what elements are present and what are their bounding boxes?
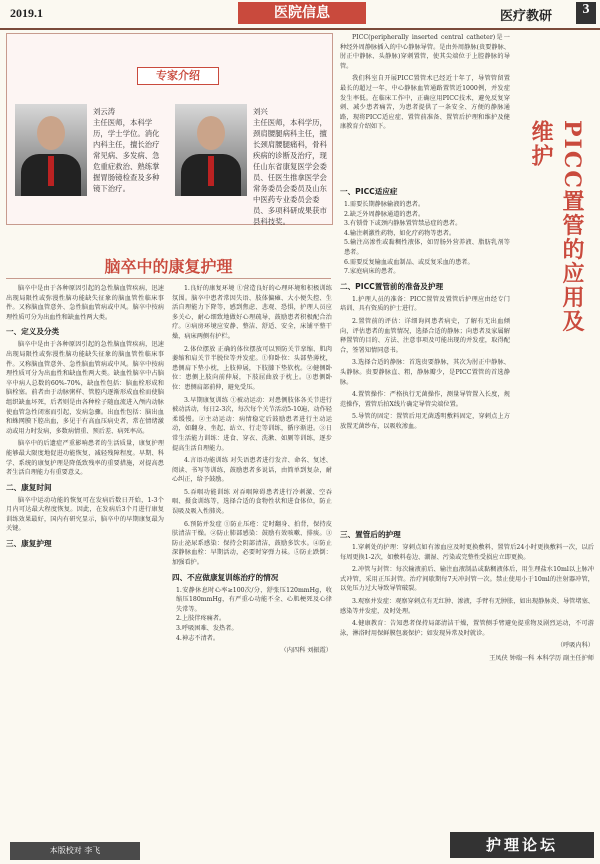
article1-heading-3: 三、康复护理 [6, 539, 52, 549]
article2-column-1 [340, 182, 510, 522]
expert-intro-title: 专家介绍 [137, 67, 219, 85]
masthead-logo: 医院信息 [238, 2, 366, 24]
expert-name-2: 刘兴 [253, 107, 268, 116]
proofreader-credit: 本版校对 李飞 [10, 842, 140, 860]
article1-para-6: 3.早期康复训练 ①被动运动：对患侧肢体各关节进行被动活动，每日2-3次，每次每个关节活动5-10遍，动作轻柔缓慢。②主动运动：病情稳定后鼓励患者进行主动运动，如翻身、坐起、站立、行走等训练，循序渐进。③日常生活能力训练：进食、穿衣、洗漱、如厕等训练，逐步提高生活自理能力。 [172, 396, 332, 452]
article1-para-9: 6.预防并发症 ①防止压疮：定时翻身、拍背，保持皮肤清洁干燥。②防止肺部感染：鼓励有效咳嗽、排痰。③防止泌尿系感染：保持会阴部清洁，鼓励多饮水。④防止深静脉血栓：早期活动，必要时穿弹力袜。⑤防止跌倒：加强看护。 [172, 520, 332, 567]
article1-para-7: 4.言语功能训练 对失语患者进行发音、命名、复述、阅读、书写等训练，鼓励患者多说话，由简单到复杂，耐心纠正，给予鼓励。 [172, 457, 332, 484]
article2-para-2: 我们科室自开展PICC置管术已经近十年了，导管管留置最长的超过一年，中心静脉血管通路置管近1000例，并发症发生率低。在临床工作中，正确应用PICC技术，避免反复穿刺、减少患者痛苦，为患者提供了一条安全、方便的静脉通路，现将PICC适应症、置管前准备、置管后护理和维护及健康教育介绍如下。 [340, 75, 510, 131]
list-item: 1.安静休息时心率≥100次/分，舒张压120mmHg，收缩压180mmHg，有严重心功能不全、心肌梗死及心律失常等。 [176, 586, 332, 613]
list-item: 2.缺乏外周静脉通道的患者。 [344, 210, 425, 218]
expert-name-1: 刘云涛 [93, 107, 116, 116]
article2-para-10: 3.观察并发症：观察穿刺点有无红肿、渗液，手臂有无肿胀，如出现静脉炎、导管堵塞、感染等并发症，及时处理。 [340, 597, 594, 615]
article1-intro: 脑卒中是由于各种原因引起的急性脑血管疾病，迅速出现局限性或弥漫性脑功能缺失征象的脑血管性临床事件。又称脑血管意外、急性脑血管病或中风。脑卒中按病理性质可分为出血性和缺血性两大类。 [6, 285, 164, 321]
article2-para-6: 4.置管操作：严格执行无菌操作，测量导管置入长度，规范操作，置管后拍X线片确定导管尖端位置。 [340, 391, 510, 408]
article2-para-11: 4.健康教育：告知患者保持局部清洁干燥，置管侧手臂避免提重物及剧烈运动，不可游泳，淋浴时用保鲜膜包裹保护；如发现异常及时就诊。 [340, 620, 594, 637]
list-item: 1.需要长期静脉输液的患者。 [344, 201, 425, 208]
article-headline: 脑卒中的康复护理 [104, 257, 233, 276]
page-header [0, 0, 600, 30]
article1-author: （内四科 刘振霞） [280, 647, 332, 655]
list-item: 4.神志不清者。 [176, 634, 220, 642]
expert-desc-2: 主任医师，本科学历，颈肩腰腿病科主任，擅长颈肩腰腿痛科，骨科疾病的诊断及治疗，现任山东省康复医学会委员、任医生推拿医学会常务委员会委员及山东中医药专业委员会委员、多项科研成果获市县科技奖。 [253, 118, 327, 226]
article1-para-2: 脑卒中的后遗症严重影响患者的生活质量，康复护理能够最大限度地促进功能恢复，减轻残障程度。早期、科学、系统的康复护理是降低致残率的重要措施，对提高患者生活自理能力有重要意义。 [6, 440, 164, 477]
article1-column-1 [6, 284, 164, 834]
section-title: 医疗教研 [500, 9, 553, 24]
issue-date: 2019.1 [10, 6, 43, 20]
article2-editors: 王凤侠 钟瑞一科 本科学历 副主任护师 [489, 654, 594, 662]
article1-para-5: 2.体位摆放 正确的体位摆放可以预防关节挛缩、肌肉萎缩和肩关节半脱位等并发症。①仰卧位：头部垫薄枕，患侧肩下垫小枕，上肢伸展，下肢膝下垫软枕。②健侧卧位：患侧上肢向前伸展，下肢屈曲放于枕上。③患侧卧位：患侧肩部前伸，避免受压。 [172, 345, 332, 391]
expert-bio-1 [93, 106, 165, 194]
article1-para-8: 5.吞咽功能训练 对吞咽障碍患者进行冷刺激、空吞咽、摄食训练等，选择合适的食物性状和进食体位，防止误吸及吸入性肺炎。 [172, 488, 332, 516]
list-item: 6.需要反复输血或血制品、或反复采血的患者。 [344, 258, 474, 266]
article2-para-4: 2.置管前的评估：详细询问患者病史，了解有无出血倾向，评估患者的血管情况，选择合适的静脉；向患者及家属解释置管的目的、方法、注意事项及可能出现的并发症，取得配合，签署知情同意书。 [340, 317, 510, 354]
list-item: 3.呼吸困难、发热者。 [176, 625, 238, 632]
article2-para-9: 2.冲管与封管：每次输液前后、输注血液制品或黏稠液体后，用生理盐水10ml以上脉冲式冲管，采用正压封管。治疗间歇期每7天冲封管一次。禁止使用小于10ml的注射器冲管，以免压力过大导致导管破裂。 [340, 566, 594, 593]
article2-title: PICC置管的应用及维护 [528, 120, 585, 334]
expert-desc-1: 主任医师，本科学历，学士学位。消化内科主任，擅长治疗常见病、多发病、急危重症救治、熟练掌握胃肠镜检查及多种镜下治疗。 [93, 118, 160, 193]
contraindication-list [172, 586, 332, 644]
article2-heading-2: 二、PICC置管前的准备及护理 [340, 281, 444, 291]
article1-para-4: 1.良好的康复环境 ①营造良好的心理环境和积极训练氛围。脑卒中患者常因失语、肢体偏瘫、大小便失控、生活自理能力下降等，感到焦虑、悲观、恐惧，护理人员应多关心，耐心细致地做好心理疏导，鼓励患者积极配合治疗。②病房环境应安静、整洁、舒适、安全，床铺平整干燥，病床两侧有护栏。 [172, 285, 332, 340]
list-item: 5.输注高渗性或黏稠性液体，如胃肠外营养液、脂肪乳剂等患者。 [344, 239, 510, 256]
divider [6, 278, 331, 279]
article1-heading-2: 二、康复时间 [6, 482, 52, 492]
list-item: 2.上肢伴疼痛者。 [176, 615, 226, 623]
article2-column-2 [340, 525, 594, 825]
expert-intro-box [6, 33, 333, 225]
indication-list [340, 200, 510, 277]
article2-para-3: 1.护理人员的准备：PICC置管及置管后护理应由经专门培训、具有资质的护士进行。 [340, 295, 510, 313]
list-item: 4.输注刺激性药物，如化疗药物等患者。 [344, 229, 456, 237]
article2-heading-3: 三、置管后的护理 [340, 530, 401, 539]
expert-bio-2 [253, 106, 327, 227]
column-banner: 护理论坛 [450, 832, 594, 858]
article1-heading-1: 一、定义及分类 [6, 327, 60, 337]
expert-photo-2 [175, 104, 247, 196]
article2-heading-1: 一、PICC适应症 [340, 187, 398, 196]
article1-heading-4: 四、不应做康复训练治疗的情况 [172, 572, 279, 582]
article2-para-7: 5.导管的固定：置管后用无菌透明敷料固定，穿刺点上方放置无菌纱布，以吸收渗血。 [340, 413, 510, 430]
article1-column-2 [172, 284, 332, 829]
list-item: 7.家庭病床的患者。 [344, 268, 400, 276]
article2-author: （呼吸内科） [556, 642, 594, 650]
article2-para-8: 1.穿刺处的护理：穿刺点如有渗血应及时更换敷料，置管后24小时更换敷料一次，以后每周更换1-2次，如敷料卷边、潮湿、污染或完整性受损应立即更换。 [340, 544, 594, 561]
article1-para-3: 脑卒中运动功能的恢复可在发病后数日开始，1-3个月内可达最大程度恢复。因此，在发病后3个月进行康复训练效果最好，国内有研究显示，脑卒中的早期康复最为关键。 [6, 496, 164, 533]
page-number: 3 [576, 2, 596, 24]
article2-para-5: 3.选择合适的静脉：首选贵要静脉，其次为肘正中静脉、头静脉。贵要静脉直、粗，静脉瓣少，是PICC置管的首选静脉。 [340, 359, 510, 386]
article2-para-1: PICC(peripherally inserted central catheter)是一种经外周静脉插入的中心静脉导管。是由外周静脉(贵要静脉、肘正中静脉、头静脉)穿刺置管，使其尖端位于上腔静脉的导管。 [340, 34, 510, 70]
list-item: 3.有锁骨下或颈内静脉置管禁忌症的患者。 [344, 220, 462, 228]
expert-photo-1 [15, 104, 87, 196]
article1-para-1: 脑卒中是由于各种原因引起的急性脑血管疾病，迅速出现局限性或弥漫性脑功能缺失征象的脑血管性临床事件。又称脑血管意外、急性脑血管病或中风。脑卒中按病理性质可分为出血性和缺血性两大类。缺血性脑卒中占脑卒中病人总数的60%-70%，缺血性包括：脑血栓形成和脑栓塞。前者由于动脉粥样、管腔内逐渐形成血栓而使脑组织缺血坏死，后者则是由各种栓子随血流进入颅内动脉使血管急性闭塞而引起，发病急骤。出血性包括：脑出血和蛛网膜下腔出血，多见于有高血压病史者，常在情绪激动或用力时发病，多数病情重、预后差、病死率高。 [6, 341, 164, 435]
